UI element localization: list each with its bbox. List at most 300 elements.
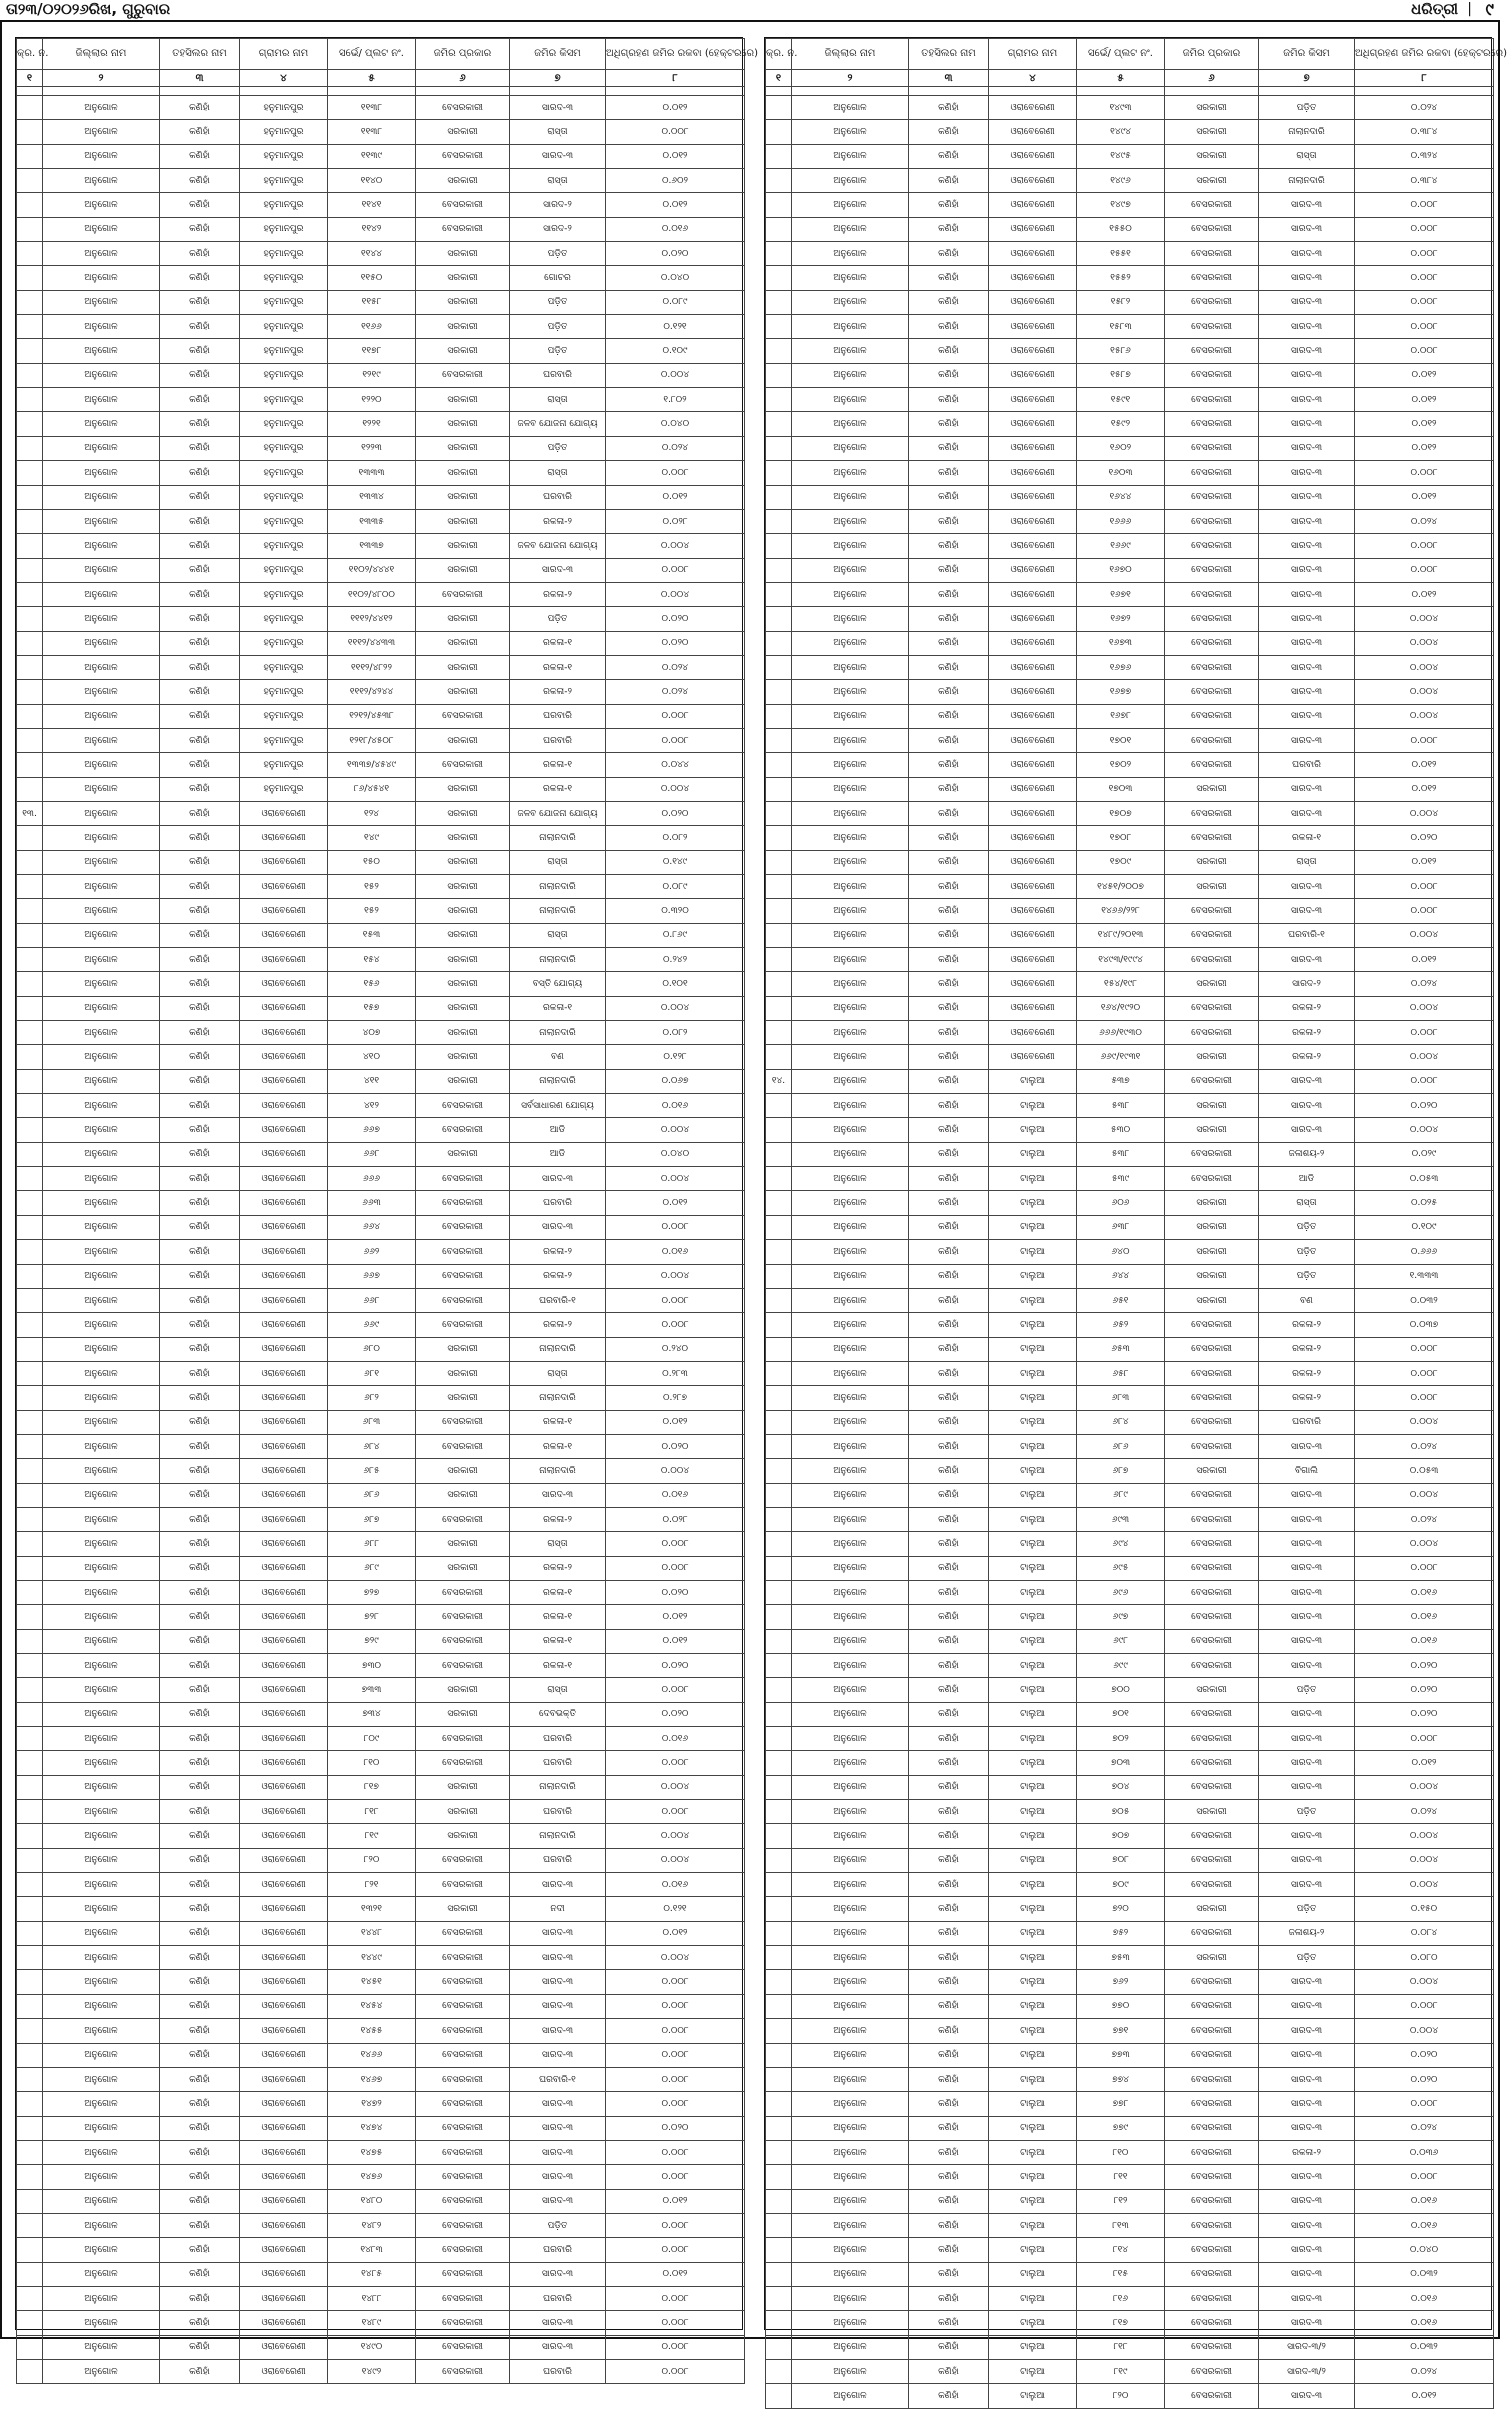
cell-district: ଅନୁଗୋଳ <box>43 1507 160 1531</box>
cell-serial <box>17 193 43 217</box>
cell-tahsil: କଣିହାଁ <box>160 631 240 655</box>
cell-land-class: ସାରଦ-୩ <box>1259 1483 1355 1507</box>
table-row <box>17 972 745 996</box>
table-row <box>766 1702 1494 1726</box>
cell-tahsil: କଣିହାଁ <box>909 485 989 509</box>
table-row <box>766 2262 1494 2286</box>
cell-village: ଓରାବେରେଣୀ <box>240 826 328 850</box>
cell-tahsil: କଣିହାଁ <box>160 2335 240 2359</box>
cell-land-class: ସାରଦ-୩ <box>1259 875 1355 899</box>
cell-tahsil: କଣିହାଁ <box>909 1727 989 1751</box>
cell-village: ଟାଲୁଆ <box>989 1702 1077 1726</box>
table-row <box>766 388 1494 412</box>
cell-serial <box>17 461 43 485</box>
cell-plot: ୭୬୨ <box>1077 1970 1165 1994</box>
cell-serial <box>766 412 792 436</box>
cell-serial <box>766 2262 792 2286</box>
cell-district: ଅନୁଗୋଳ <box>792 1361 909 1385</box>
cell-village: ଓରାବେରେଣୀ <box>240 2213 328 2237</box>
cell-land-type: ସରକାରୀ <box>1165 1118 1259 1142</box>
cell-serial <box>17 1313 43 1337</box>
cell-area: ୦.୦୧୬ <box>1355 1605 1494 1629</box>
cell-land-class: ସାରଦ-୩ <box>510 2092 606 2116</box>
cell-plot: ୧୧୬୬ <box>328 315 416 339</box>
cell-area: ୦.୦୧୬ <box>606 1094 745 1118</box>
cell-land-type: ବେସରକାରୀ <box>416 2092 510 2116</box>
cell-serial <box>766 1094 792 1118</box>
cell-tahsil: କଣିହାଁ <box>160 1556 240 1580</box>
cell-serial <box>17 339 43 363</box>
cell-village: ଟାଲୁଆ <box>989 1921 1077 1945</box>
cell-serial <box>17 1215 43 1239</box>
cell-serial <box>766 704 792 728</box>
cell-district: ଅନୁଗୋଳ <box>792 2067 909 2091</box>
cell-serial <box>17 1751 43 1775</box>
cell-plot: ୧୭୦୮ <box>1077 826 1165 850</box>
cell-area: ୦.୦୧୨ <box>1355 777 1494 801</box>
cell-land-class: ରକଳା-୧ <box>510 1654 606 1678</box>
cell-land-class: ରକଳା-୧ <box>510 1629 606 1653</box>
cell-land-type: ବେସରକାରୀ <box>416 144 510 168</box>
cell-land-class: ଜଳବ ଯୋଜନା ଯୋଗ୍ୟ <box>510 534 606 558</box>
cell-serial <box>766 242 792 266</box>
cell-plot: ୧୧୩୯ <box>328 144 416 168</box>
cell-land-type: ବେସରକାରୀ <box>1165 826 1259 850</box>
cell-tahsil: କଣିହାଁ <box>909 1045 989 1069</box>
cell-village: ଟାଲୁଆ <box>989 2213 1077 2237</box>
cell-land-type: ସରକାରୀ <box>416 899 510 923</box>
cell-land-type: ସରକାରୀ <box>416 1069 510 1093</box>
spacer-cell <box>1259 87 1355 96</box>
cell-tahsil: କଣିହାଁ <box>160 1848 240 1872</box>
table-row <box>766 826 1494 850</box>
table-row <box>766 1897 1494 1921</box>
table-row <box>766 315 1494 339</box>
cell-land-class: ସାରଦ-୩ <box>510 1946 606 1970</box>
cell-area: ୦.୦୪୦ <box>606 412 745 436</box>
cell-plot: ୬୬୯ <box>328 1313 416 1337</box>
cell-plot: ୧୪୯୦ <box>328 2335 416 2359</box>
cell-serial <box>17 1069 43 1093</box>
cell-area: ୦.୦୨୪ <box>1355 2359 1494 2383</box>
cell-land-class: ପଡ଼ିତ <box>510 242 606 266</box>
cell-plot: ୮୧୬ <box>1077 2286 1165 2310</box>
cell-plot: ୬୮୯ <box>328 1556 416 1580</box>
cell-area: ୦.୦୦୮ <box>606 1751 745 1775</box>
cell-land-class: ଜଳବ ଯୋଜନା ଯୋଗ୍ୟ <box>510 801 606 825</box>
cell-land-type: ବେସରକାରୀ <box>1165 2238 1259 2262</box>
cell-district: ଅନୁଗୋଳ <box>792 509 909 533</box>
cell-land-type: ବେସରକାରୀ <box>416 1751 510 1775</box>
cell-plot: ୧୬୬୬ <box>1077 509 1165 533</box>
table-row <box>766 2067 1494 2091</box>
table-row <box>766 2311 1494 2335</box>
cell-land-class: ସାରଦ-୩ <box>1259 461 1355 485</box>
cell-area: ୦.୦୨୦ <box>1355 1678 1494 1702</box>
cell-tahsil: କଣିହାଁ <box>160 96 240 120</box>
cell-serial <box>766 120 792 144</box>
header-serial: କ୍ର. ନ. <box>766 39 792 70</box>
cell-serial <box>766 144 792 168</box>
cell-district: ଅନୁଗୋଳ <box>43 1654 160 1678</box>
cell-serial <box>17 753 43 777</box>
cell-serial <box>766 266 792 290</box>
cell-serial <box>17 1824 43 1848</box>
cell-plot: ୫୩୦ <box>1077 1118 1165 1142</box>
cell-land-type: ବେସରକାରୀ <box>416 1313 510 1337</box>
column-number: ୪ <box>989 70 1077 87</box>
cell-district: ଅନୁଗୋଳ <box>43 948 160 972</box>
cell-district: ଅନୁଗୋଳ <box>43 509 160 533</box>
cell-village: ହନୁମାନପୁର <box>240 290 328 314</box>
cell-land-class: ସାରଦ-୩ <box>1259 1824 1355 1848</box>
cell-plot: ୬୯୭ <box>1077 1605 1165 1629</box>
cell-district: ଅନୁଗୋଳ <box>792 2335 909 2359</box>
cell-tahsil: କଣିହାଁ <box>909 777 989 801</box>
cell-plot: ୬୮୪ <box>328 1434 416 1458</box>
cell-land-type: ବେସରକାରୀ <box>1165 193 1259 217</box>
cell-serial <box>17 899 43 923</box>
cell-serial <box>766 631 792 655</box>
cell-land-class: ସାରଦ-୩ <box>1259 436 1355 460</box>
cell-area: ୦.୦୧୨ <box>1355 948 1494 972</box>
cell-serial <box>766 1824 792 1848</box>
cell-tahsil: କଣିହାଁ <box>160 290 240 314</box>
cell-area: ୦.୦୨୦ <box>1355 2067 1494 2091</box>
cell-land-type: ସରକାରୀ <box>416 461 510 485</box>
cell-plot: ୮୬/୪୫୪୧ <box>328 777 416 801</box>
cell-district: ଅନୁଗୋଳ <box>43 2238 160 2262</box>
cell-land-class: ରାସ୍ତା <box>510 850 606 874</box>
table-row <box>766 1970 1494 1994</box>
spacer-cell <box>1165 87 1259 96</box>
cell-serial <box>766 1313 792 1337</box>
table-row <box>17 826 745 850</box>
cell-village: ଟାଲୁଆ <box>989 1142 1077 1166</box>
cell-village: ହନୁମାନପୁର <box>240 534 328 558</box>
cell-serial <box>766 777 792 801</box>
cell-tahsil: କଣିହାଁ <box>160 2189 240 2213</box>
cell-plot: ୧୪୫୧/୨୦୦୭ <box>1077 875 1165 899</box>
cell-serial <box>766 923 792 947</box>
cell-tahsil: କଣିହାଁ <box>160 899 240 923</box>
table-row <box>17 1288 745 1312</box>
cell-land-type: ବେସରକାରୀ <box>416 363 510 387</box>
cell-area: ୦.୦୦୪ <box>606 363 745 387</box>
cell-district: ଅନୁଗୋଳ <box>792 728 909 752</box>
cell-plot: ୧୬୭୭ <box>1077 680 1165 704</box>
cell-district: ଅନୁଗୋଳ <box>792 558 909 582</box>
cell-tahsil: କଣିହାଁ <box>160 1775 240 1799</box>
cell-area: ୦.୦୧୬ <box>606 1483 745 1507</box>
cell-area: ୦.୦୨୪ <box>1355 96 1494 120</box>
cell-land-type: ସରକାରୀ <box>416 1702 510 1726</box>
table-row <box>766 2335 1494 2359</box>
cell-area: ୦.୦୦୮ <box>606 2165 745 2189</box>
cell-tahsil: କଣିହାଁ <box>909 1556 989 1580</box>
cell-plot: ୭୫୩ <box>1077 1946 1165 1970</box>
cell-tahsil: କଣିହାଁ <box>909 582 989 606</box>
cell-land-type: ବେସରକାରୀ <box>1165 266 1259 290</box>
table-row <box>766 193 1494 217</box>
cell-serial <box>17 1410 43 1434</box>
cell-tahsil: କଣିହାଁ <box>909 2238 989 2262</box>
cell-area: ୦.୦୧୬ <box>1355 2213 1494 2237</box>
cell-plot: ୧୪୯୨ <box>328 2359 416 2383</box>
cell-serial <box>766 1483 792 1507</box>
cell-village: ଓରାବେରେଣୀ <box>240 2359 328 2383</box>
cell-land-type: ବେସରକାରୀ <box>416 2359 510 2383</box>
cell-land-class: ରକଳା-୧ <box>510 1580 606 1604</box>
cell-plot: ୭୦୪ <box>1077 1775 1165 1799</box>
cell-land-class: ସାରଦ-୩ <box>1259 2384 1355 2408</box>
cell-area: ୦.୦୦୮ <box>606 1800 745 1824</box>
cell-area: ୦.୦୦୪ <box>606 582 745 606</box>
cell-area: ୦.୩୮୪ <box>1355 169 1494 193</box>
cell-serial <box>17 826 43 850</box>
cell-tahsil: କଣିହାଁ <box>909 1605 989 1629</box>
cell-district: ଅନୁଗୋଳ <box>792 1678 909 1702</box>
cell-land-class: ସାରଦ-୩ <box>510 1167 606 1191</box>
cell-village: ଟାଲୁଆ <box>989 1386 1077 1410</box>
cell-tahsil: କଣିହାଁ <box>160 1727 240 1751</box>
cell-tahsil: କଣିହାଁ <box>909 2067 989 2091</box>
cell-tahsil: କଣିହାଁ <box>160 2213 240 2237</box>
spacer-cell <box>160 87 240 96</box>
cell-serial <box>766 217 792 241</box>
spacer-cell <box>989 87 1077 96</box>
cell-district: ଅନୁଗୋଳ <box>792 2286 909 2310</box>
cell-serial <box>17 1580 43 1604</box>
cell-serial <box>17 217 43 241</box>
cell-serial <box>17 1848 43 1872</box>
cell-land-type: ସରକାରୀ <box>1165 169 1259 193</box>
cell-district: ଅନୁଗୋଳ <box>792 2311 909 2335</box>
cell-tahsil: କଣିହାଁ <box>160 923 240 947</box>
cell-village: ହନୁମାନପୁର <box>240 144 328 168</box>
table-row <box>17 2092 745 2116</box>
cell-land-class: ନାଲାନଦାରି <box>510 1069 606 1093</box>
cell-plot: ୪୦୭ <box>328 1021 416 1045</box>
cell-land-type: ବେସରକାରୀ <box>416 753 510 777</box>
cell-plot: ୭୭୧ <box>1077 2019 1165 2043</box>
cell-plot: ୮୨୦ <box>328 1848 416 1872</box>
cell-land-type: ବେସରକାରୀ <box>1165 1848 1259 1872</box>
cell-serial <box>766 2043 792 2067</box>
table-row <box>17 339 745 363</box>
cell-plot: ୪୧୧ <box>328 1069 416 1093</box>
cell-land-class: ରକଳା-୨ <box>1259 1045 1355 1069</box>
cell-area: ୦.୧୪୯ <box>606 850 745 874</box>
cell-area: ୦.୦୨୪ <box>1355 1800 1494 1824</box>
cell-land-type: ବେସରକାରୀ <box>1165 2213 1259 2237</box>
cell-plot: ୬୮୬ <box>1077 1434 1165 1458</box>
cell-plot: ୬୬୯/୧୯୩୧ <box>1077 1045 1165 1069</box>
table-row <box>17 1994 745 2018</box>
cell-plot: ୮୧୩ <box>1077 2213 1165 2237</box>
brand-name: ଧରିତ୍ରୀ <box>1411 0 1458 18</box>
cell-plot: ୧୪୯୫ <box>1077 144 1165 168</box>
cell-land-type: ସରକାରୀ <box>1165 1240 1259 1264</box>
cell-area: ୦.୦୦୪ <box>1355 1532 1494 1556</box>
cell-tahsil: କଣିହାଁ <box>160 996 240 1020</box>
cell-village: ଓରାବେରେଣୀ <box>989 923 1077 947</box>
cell-tahsil: କଣିହାଁ <box>909 242 989 266</box>
cell-land-type: ସରକାରୀ <box>416 680 510 704</box>
cell-village: ହନୁମାନପୁର <box>240 436 328 460</box>
cell-land-type: ବେସରକାରୀ <box>416 1434 510 1458</box>
cell-area: ୦.୦୧୨ <box>1355 436 1494 460</box>
spacer-cell <box>606 87 745 96</box>
cell-serial <box>766 2189 792 2213</box>
cell-land-type: ବେସରକାରୀ <box>1165 290 1259 314</box>
cell-area: ୦.୦୦୪ <box>606 1264 745 1288</box>
cell-village: ଟାଲୁଆ <box>989 2165 1077 2189</box>
cell-land-class: ବସ୍ତି ଯୋଗ୍ୟ <box>510 972 606 996</box>
header-land-type: ଜମିର ପ୍ରକାର <box>416 39 510 70</box>
cell-village: ଓରାବେରେଣୀ <box>240 2311 328 2335</box>
cell-land-class: ରକଳା-୧ <box>510 996 606 1020</box>
cell-land-type: ବେସରକାରୀ <box>1165 1751 1259 1775</box>
cell-tahsil: କଣିହାଁ <box>160 875 240 899</box>
cell-land-type: ସରକାରୀ <box>1165 1946 1259 1970</box>
cell-tahsil: କଣିହାଁ <box>909 1775 989 1799</box>
cell-serial <box>17 120 43 144</box>
cell-area: ୦.୦୦୮ <box>1355 1386 1494 1410</box>
cell-land-type: ବେସରକାରୀ <box>1165 436 1259 460</box>
cell-plot: ୧୫୯୧ <box>1077 388 1165 412</box>
cell-plot: ୧୨୨୦ <box>328 388 416 412</box>
cell-plot: ୭୨୭ <box>328 1580 416 1604</box>
cell-serial <box>17 1702 43 1726</box>
cell-land-class: ରକଳା-୨ <box>510 1264 606 1288</box>
cell-area: ୦.୦୮୨ <box>606 1021 745 1045</box>
cell-plot: ୬୬୮ <box>328 1142 416 1166</box>
cell-plot: ୧୧୭୮ <box>328 339 416 363</box>
cell-serial <box>17 655 43 679</box>
cell-village: ଟାଲୁଆ <box>989 1507 1077 1531</box>
cell-area: ୦.୦୦୮ <box>606 2311 745 2335</box>
cell-land-class: ରକଳା-୨ <box>510 1240 606 1264</box>
cell-district: ଅନୁଗୋଳ <box>43 972 160 996</box>
cell-district: ଅନୁଗୋଳ <box>792 1337 909 1361</box>
cell-tahsil: କଣିହାଁ <box>160 534 240 558</box>
cell-village: ଓରାବେରେଣୀ <box>240 948 328 972</box>
cell-serial <box>766 1118 792 1142</box>
cell-tahsil: କଣିହାଁ <box>160 655 240 679</box>
cell-area: ୦.୦୧୨ <box>1355 753 1494 777</box>
cell-land-type: ସରକାରୀ <box>416 315 510 339</box>
cell-village: ଓରାବେରେଣୀ <box>989 801 1077 825</box>
cell-district: ଅନୁଗୋଳ <box>43 826 160 850</box>
cell-tahsil: କଣିହାଁ <box>160 412 240 436</box>
cell-land-class: ସାରଦ-୩/୨ <box>1259 2359 1355 2383</box>
cell-area: ୦.୦୦୮ <box>606 1532 745 1556</box>
cell-village: ଓରାବେରେଣୀ <box>240 1094 328 1118</box>
cell-district: ଅନୁଗୋଳ <box>792 1580 909 1604</box>
cell-area: ୦.୦୦୮ <box>1355 217 1494 241</box>
cell-area: ୦.୦୨୮ <box>606 1507 745 1531</box>
cell-land-type: ବେସରକାରୀ <box>1165 2067 1259 2091</box>
cell-plot: ୧୬୦୨ <box>1077 436 1165 460</box>
cell-village: ଓରାବେରେଣୀ <box>989 169 1077 193</box>
cell-serial <box>17 1459 43 1483</box>
column-number-row <box>766 70 1494 87</box>
cell-district: ଅନୁଗୋଳ <box>792 826 909 850</box>
cell-land-type: ସରକାରୀ <box>1165 1045 1259 1069</box>
cell-land-type: ସରକାରୀ <box>1165 972 1259 996</box>
cell-land-class: ଜଳାଶୟ-୨ <box>1259 1921 1355 1945</box>
cell-tahsil: କଣିହାଁ <box>909 1532 989 1556</box>
cell-land-type: ବେସରକାରୀ <box>1165 2286 1259 2310</box>
cell-area: ୦.୦୦୪ <box>1355 1970 1494 1994</box>
cell-plot: ୭୦୧ <box>1077 1702 1165 1726</box>
cell-tahsil: କଣିହାଁ <box>160 1386 240 1410</box>
cell-land-type: ବେସରକାରୀ <box>1165 461 1259 485</box>
cell-land-type: ସରକାରୀ <box>416 948 510 972</box>
cell-land-type: ବେସରକାରୀ <box>1165 2335 1259 2359</box>
cell-plot: ୭୫୨ <box>1077 1921 1165 1945</box>
cell-plot: ୧୪୪୮ <box>328 1921 416 1945</box>
cell-serial <box>766 2359 792 2383</box>
cell-plot: ୬୮୮ <box>328 1532 416 1556</box>
table-row <box>766 1751 1494 1775</box>
cell-land-class: ସାରଦ-୩ <box>1259 1702 1355 1726</box>
cell-district: ଅନୁଗୋଳ <box>792 1191 909 1215</box>
cell-plot: ୧୫୫୧ <box>1077 242 1165 266</box>
cell-district: ଅନୁଗୋଳ <box>43 120 160 144</box>
cell-area: ୦.୦୦୮ <box>1355 1361 1494 1385</box>
cell-land-type: ବେସରକାରୀ <box>416 1605 510 1629</box>
cell-plot: ୬୫୮ <box>1077 1361 1165 1385</box>
cell-tahsil: କଣିହାଁ <box>160 1702 240 1726</box>
cell-land-type: ସରକାରୀ <box>416 436 510 460</box>
cell-serial <box>766 1897 792 1921</box>
cell-village: ହନୁମାନପୁର <box>240 217 328 241</box>
cell-district: ଅନୁଗୋଳ <box>792 217 909 241</box>
cell-serial <box>766 948 792 972</box>
table-row <box>766 1069 1494 1093</box>
table-row <box>17 1313 745 1337</box>
cell-village: ଓରାବେରେଣୀ <box>240 2043 328 2067</box>
cell-serial <box>17 1605 43 1629</box>
cell-plot: ୭୦୫ <box>1077 1800 1165 1824</box>
cell-district: ଅନୁଗୋଳ <box>43 1897 160 1921</box>
cell-land-type: ବେସରକାରୀ <box>1165 1507 1259 1531</box>
cell-land-class: ଗୋଚର <box>510 266 606 290</box>
cell-tahsil: କଣିହାଁ <box>160 1970 240 1994</box>
cell-district: ଅନୁଗୋଳ <box>792 1532 909 1556</box>
cell-serial <box>766 2165 792 2189</box>
table-row <box>17 728 745 752</box>
cell-land-type: ବେସରକାରୀ <box>1165 2311 1259 2335</box>
cell-village: ଟାଲୁଆ <box>989 1751 1077 1775</box>
cell-land-type: ବେସରକାରୀ <box>416 1727 510 1751</box>
cell-area: ୦.୦୮୦ <box>1355 1946 1494 1970</box>
cell-plot: ୧୪୭୪ <box>328 2116 416 2140</box>
cell-land-class: ସାରଦ-୩ <box>1259 680 1355 704</box>
table-row <box>766 266 1494 290</box>
table-row <box>17 680 745 704</box>
table-row <box>766 1605 1494 1629</box>
cell-plot: ୧୪୫୪ <box>328 1994 416 2018</box>
cell-district: ଅନୁଗୋଳ <box>43 728 160 752</box>
cell-plot: ୬୮୩ <box>328 1410 416 1434</box>
cell-village: ଟାଲୁଆ <box>989 1069 1077 1093</box>
cell-village: ଓରାବେରେଣୀ <box>989 582 1077 606</box>
column-number: ୩ <box>909 70 989 87</box>
cell-tahsil: କଣିହାଁ <box>909 1021 989 1045</box>
